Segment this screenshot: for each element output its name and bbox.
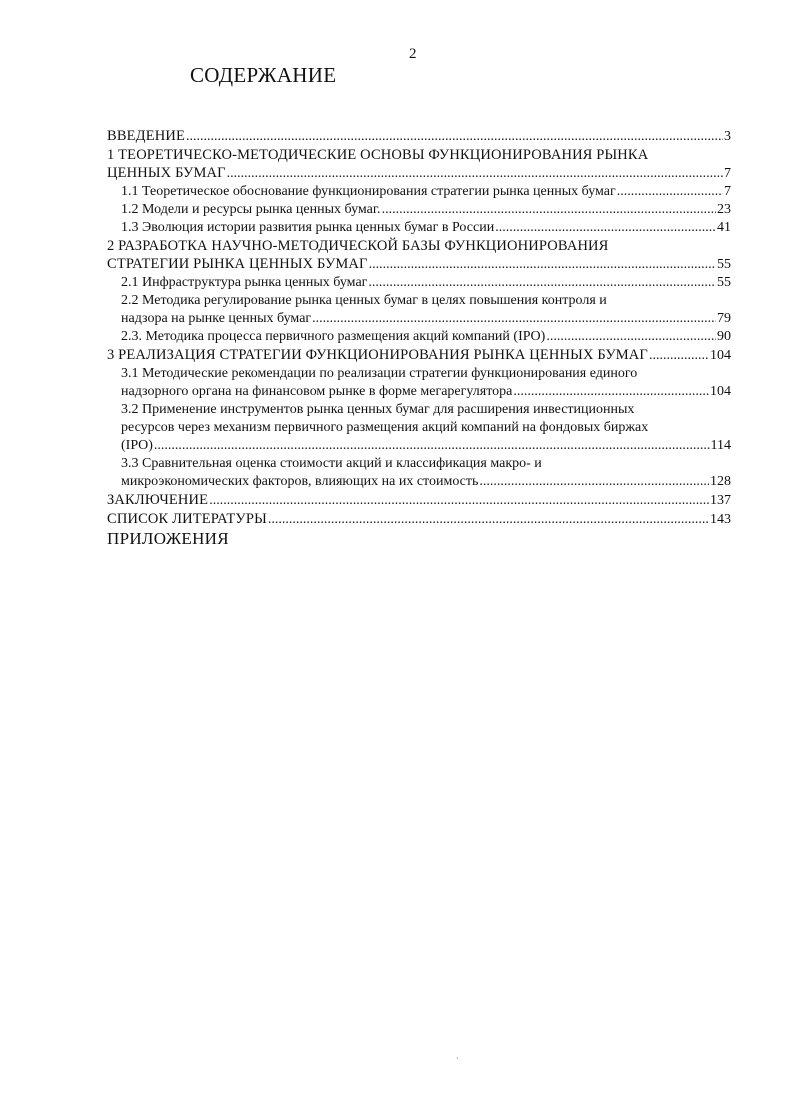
toc-page-number: 23 <box>717 202 731 217</box>
toc-entry-conclusion[interactable] <box>107 491 731 510</box>
toc-entry-section-2-3[interactable] <box>107 328 731 346</box>
leader-dots <box>209 492 709 510</box>
toc-entry-appendix[interactable] <box>107 530 731 548</box>
toc-page-number: 114 <box>710 438 731 453</box>
toc-entry-chapter-2[interactable] <box>107 237 731 274</box>
toc-entry-section-2-1[interactable] <box>107 274 731 292</box>
toc-page-number: 137 <box>710 493 731 508</box>
toc-entry-label: СПИСОК ЛИТЕРАТУРЫ <box>107 511 267 527</box>
leader-dots <box>479 473 709 491</box>
toc-entry-section-1-1[interactable] <box>107 183 731 201</box>
toc-page-number: 104 <box>710 348 731 363</box>
toc-entry-chapter-1[interactable] <box>107 146 731 183</box>
toc-entry-label: ЗАКЛЮЧЕНИЕ <box>107 492 209 508</box>
leader-dots <box>649 347 709 365</box>
toc-entry-label: 3 РЕАЛИЗАЦИЯ СТРАТЕГИИ ФУНКЦИОНИРОВАНИЯ РЫНКА ЦЕННЫХ БУМАГ <box>107 347 648 363</box>
toc-page-number: 128 <box>710 474 731 489</box>
toc-entry-label: 3.3 Сравнительная оценка стоимости акций и классификация макро- и <box>121 456 542 471</box>
toc-entry-label: 1.3 Эволюция истории развития рынка ценных бумаг в России <box>121 220 495 235</box>
toc-entry-label-cont: СТРАТЕГИИ РЫНКА ЦЕННЫХ БУМАГ <box>107 256 368 272</box>
scan-speck: · <box>456 1054 459 1063</box>
toc-page-number: 90 <box>717 329 731 344</box>
toc-entry-label: 1.1 Теоретическое обоснование функционирования стратегии рынка ценных бумаг <box>121 184 616 199</box>
toc-page-number: 7 <box>724 184 731 199</box>
toc-entry-label: 1.2 Модели и ресурсы рынка ценных бумаг. <box>121 202 381 217</box>
toc-entry-label: 2.2 Методика регулирование рынка ценных бумаг в целях повышения контроля и <box>121 293 607 308</box>
toc-entry-intro[interactable] <box>107 127 731 146</box>
toc-entry-section-2-2[interactable] <box>107 292 731 328</box>
toc-entry-references[interactable] <box>107 510 731 529</box>
toc-entry-section-3-2[interactable] <box>107 401 731 455</box>
toc-entry-label: 1 ТЕОРЕТИЧЕСКО-МЕТОДИЧЕСКИЕ ОСНОВЫ ФУНКЦИОНИРОВАНИЯ РЫНКА <box>107 147 649 163</box>
leader-dots <box>312 310 716 328</box>
leader-dots <box>186 128 723 146</box>
toc-entry-label: 2.3. Методика процесса первичного размещения акций компаний (IPO) <box>121 329 546 344</box>
toc-entry-label: 2.1 Инфраструктура рынка ценных бумаг <box>121 275 368 290</box>
leader-dots <box>154 437 710 455</box>
leader-dots <box>227 165 723 183</box>
toc-entry-label-cont: ресурсов через механизм первичного размещения акций компаний на фондовых биржах <box>121 420 649 435</box>
leader-dots <box>513 383 709 401</box>
toc-page-number: 41 <box>717 220 731 235</box>
toc-entry-section-3-1[interactable] <box>107 365 731 401</box>
toc-page-number: 7 <box>724 166 731 181</box>
toc-entry-section-3-3[interactable] <box>107 455 731 491</box>
toc-entry-label-cont: микроэкономических факторов, влияющих на их стоимость <box>121 474 479 489</box>
toc-entry-label-cont: (IPO) <box>121 438 153 453</box>
toc-entry-label: ВВЕДЕНИЕ <box>107 128 185 144</box>
toc-entry-label-cont: ЦЕННЫХ БУМАГ <box>107 165 226 181</box>
toc-entry-chapter-3[interactable] <box>107 346 731 365</box>
leader-dots <box>546 328 716 346</box>
toc-page-number: 143 <box>710 512 731 527</box>
toc-entry-label-cont: надзора на рынке ценных бумаг <box>121 311 312 326</box>
toc-entry-section-1-3[interactable] <box>107 219 731 237</box>
leader-dots <box>368 274 716 292</box>
toc-entry-label: 2 РАЗРАБОТКА НАУЧНО-МЕТОДИЧЕСКОЙ БАЗЫ ФУНКЦИОНИРОВАНИЯ <box>107 238 609 254</box>
toc-entry-section-1-2[interactable] <box>107 201 731 219</box>
toc-entry-label: 3.2 Применение инструментов рынка ценных бумаг для расширения инвестиционных <box>121 402 635 417</box>
toc-page-number: 55 <box>717 257 731 272</box>
leader-dots <box>617 183 723 201</box>
toc-entry-label: 3.1 Методические рекомендации по реализации стратегии функционирования единого <box>121 366 638 381</box>
toc-entry-label-cont: надзорного органа на финансовом рынке в форме мегарегулятора <box>121 384 513 399</box>
table-of-contents <box>107 127 731 548</box>
page-number: 2 <box>409 46 417 62</box>
toc-page-number: 3 <box>724 129 731 144</box>
toc-page-number: 55 <box>717 275 731 290</box>
page-title: СОДЕРЖАНИЕ <box>190 63 337 87</box>
toc-page-number: 79 <box>717 311 731 326</box>
leader-dots <box>382 201 716 219</box>
leader-dots <box>495 219 716 237</box>
toc-page-number: 104 <box>710 384 731 399</box>
leader-dots <box>369 256 716 274</box>
toc-entry-label: ПРИЛОЖЕНИЯ <box>107 529 229 548</box>
leader-dots <box>268 511 709 529</box>
